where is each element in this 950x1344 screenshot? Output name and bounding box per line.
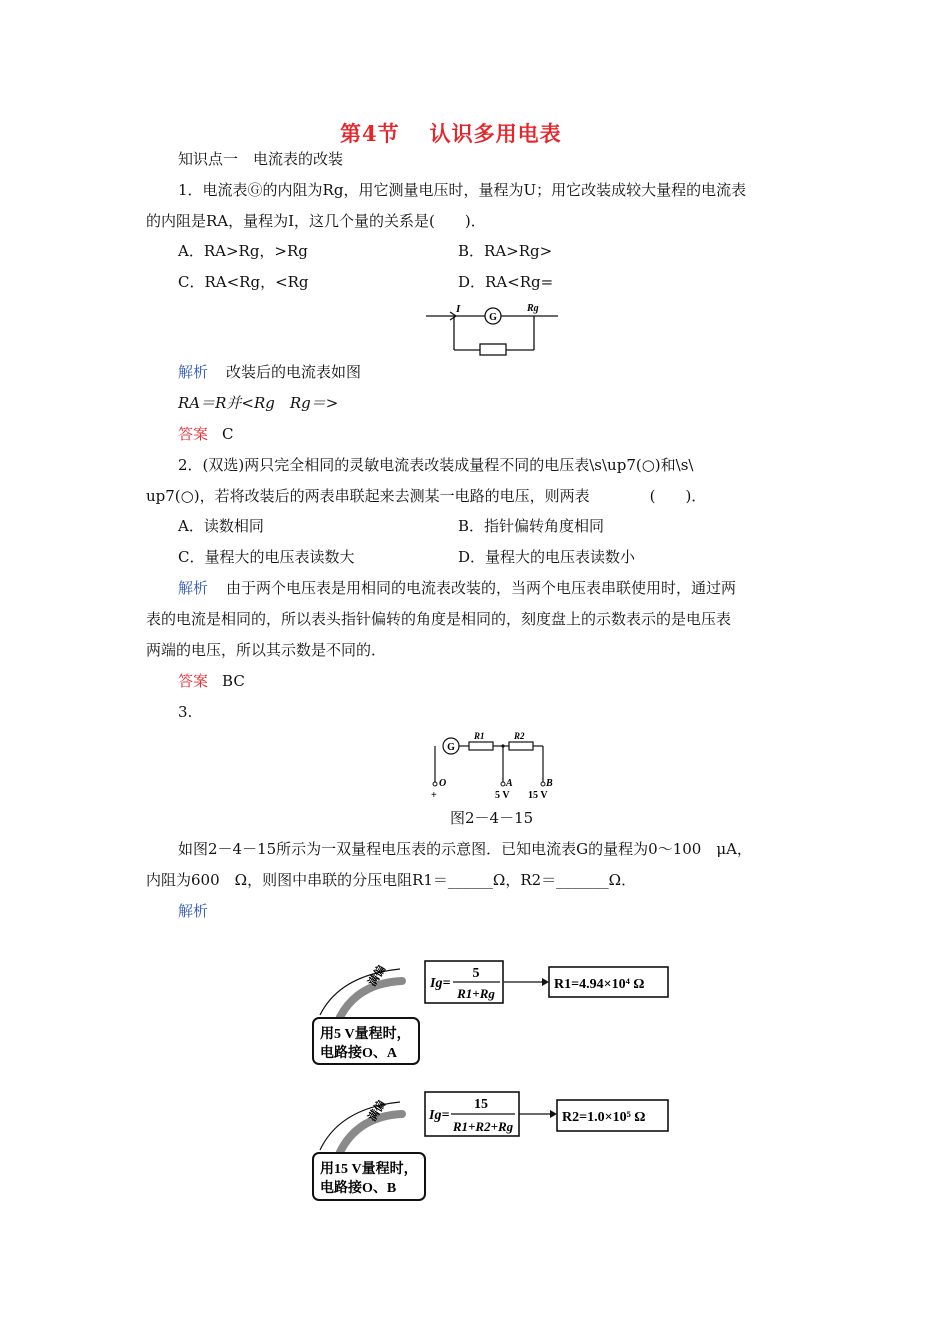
q3-fig-label-5v: 5 V	[495, 790, 510, 801]
q3-fig-label-b: B	[546, 778, 553, 789]
q2-option-c: C．量程大的电压表读数大	[178, 548, 355, 566]
q2-answer-value: BC	[222, 672, 245, 690]
q2-analysis-label: 解析	[178, 579, 209, 597]
q3-fig-label-a: A	[506, 778, 513, 789]
q1-analysis-label: 解析	[178, 363, 209, 381]
flow2-condition-line1: 用15 V量程时，	[320, 1162, 418, 1177]
flow2-eq-denominator: R1+R2+Rg	[452, 1119, 514, 1134]
q2-option-d: D．量程大的电压表读数小	[458, 548, 636, 566]
flow1-condition-line1: 用5 V量程时，	[320, 1027, 411, 1042]
flow2-tag: 满偏	[366, 1098, 389, 1124]
flow1-result: R1=4.94×10⁴ Ω	[554, 977, 645, 992]
q2-line1: 2．(双选)两只完全相同的灵敏电流表改装成量程不同的电压表\s\up7(○)和\s\	[178, 456, 694, 474]
flow1-eq-denominator: R1+Rg	[457, 986, 495, 1001]
q2-option-b: B．指针偏转角度相同	[458, 517, 605, 535]
q1-option-b: B．RA>Rg>	[458, 242, 553, 260]
q2-answer	[178, 671, 245, 691]
q1-line1: 1．电流表Ⓖ的内阻为Rg，用它测量电压时，量程为U；用它改装成较大量程的电流表	[178, 181, 747, 199]
q2-line2: up7(○)，若将改装后的两表串联起来去测某一电路的电压，则两表 ( )．	[146, 487, 707, 505]
q1-line2: 的内阻是RA，量程为I，这几个量的关系是( )．	[146, 212, 486, 230]
q3-analysis-label: 解析	[178, 902, 209, 920]
q1-answer	[178, 424, 234, 444]
section-heading: 知识点一 电流表的改装	[178, 150, 344, 168]
flow2-condition-line2: 电路接O、B	[320, 1181, 397, 1196]
q2-analysis-line3: 两端的电压，所以其示数是不同的．	[146, 641, 387, 659]
q2-analysis-line2: 表的电流是相同的，所以表头指针偏转的角度是相同的，刻度盘上的示数表示的是电压表	[146, 610, 732, 628]
q3-line2: 内阻为600 Ω，则图中串联的分压电阻R1＝______Ω，R2＝_______Ω．	[146, 871, 637, 889]
flow1-eq-lhs: Ig=	[430, 976, 451, 991]
q1-fig-label-i: I	[456, 303, 461, 315]
title-name: 认识多用电表	[429, 121, 562, 146]
q2-option-a: A．读数相同	[178, 517, 264, 535]
q2-answer-label: 答案	[178, 672, 209, 690]
q1-fig-label-rg: Rg	[527, 303, 539, 314]
q1-answer-value: C	[222, 425, 234, 443]
q3-number: 3.	[178, 703, 193, 721]
q3-fig-label-g: G	[447, 742, 455, 753]
q2-analysis-line1	[178, 578, 736, 598]
q3-fig-label-o: O	[439, 778, 447, 789]
q1-option-c: C．RA<Rg，<Rg	[178, 273, 309, 291]
q1-fig-label-g: G	[489, 312, 497, 323]
flow1-tag: 满偏	[366, 963, 389, 989]
q3-fig-label-15v: 15 V	[528, 790, 548, 801]
q3-fig-label-r2: R2	[514, 731, 525, 741]
q3-circuit-figure	[425, 728, 570, 802]
q3-caption: 图2－4－15	[450, 809, 534, 827]
flow2-eq-numerator: 15	[474, 1097, 488, 1112]
flow2-result: R2=1.0×10⁵ Ω	[562, 1110, 646, 1125]
solution-flow-diagram-1	[300, 955, 680, 1075]
q1-answer-label: 答案	[178, 425, 209, 443]
flow1-eq-numerator: 5	[472, 966, 480, 981]
q1-analysis	[178, 362, 361, 382]
q1-option-d: D．RA<Rg=	[458, 273, 554, 291]
flow1-condition-line2: 电路接O、A	[320, 1046, 397, 1061]
title-prefix: 第4节	[340, 121, 400, 146]
solution-flow-diagram-2	[300, 1084, 680, 1210]
page-title	[340, 121, 562, 146]
q3-fig-label-r1: R1	[474, 731, 485, 741]
q1-circuit-figure	[420, 298, 565, 356]
q3-line1: 如图2－4－15所示为一双量程电压表的示意图．已知电流表G的量程为0～100 μA，	[178, 840, 752, 858]
q1-option-a: A．RA>Rg，>Rg	[178, 242, 308, 260]
q2-analysis-text1: 由于两个电压表是用相同的电流表改装的，当两个电压表串联使用时，通过两	[226, 579, 737, 597]
flow2-eq-lhs: Ig=	[429, 1108, 450, 1123]
q1-formula: RA＝R并<Rg Rg＝>	[178, 394, 339, 412]
q1-analysis-text: 改装后的电流表如图	[226, 363, 362, 381]
q3-fig-label-plus: +	[431, 790, 437, 801]
